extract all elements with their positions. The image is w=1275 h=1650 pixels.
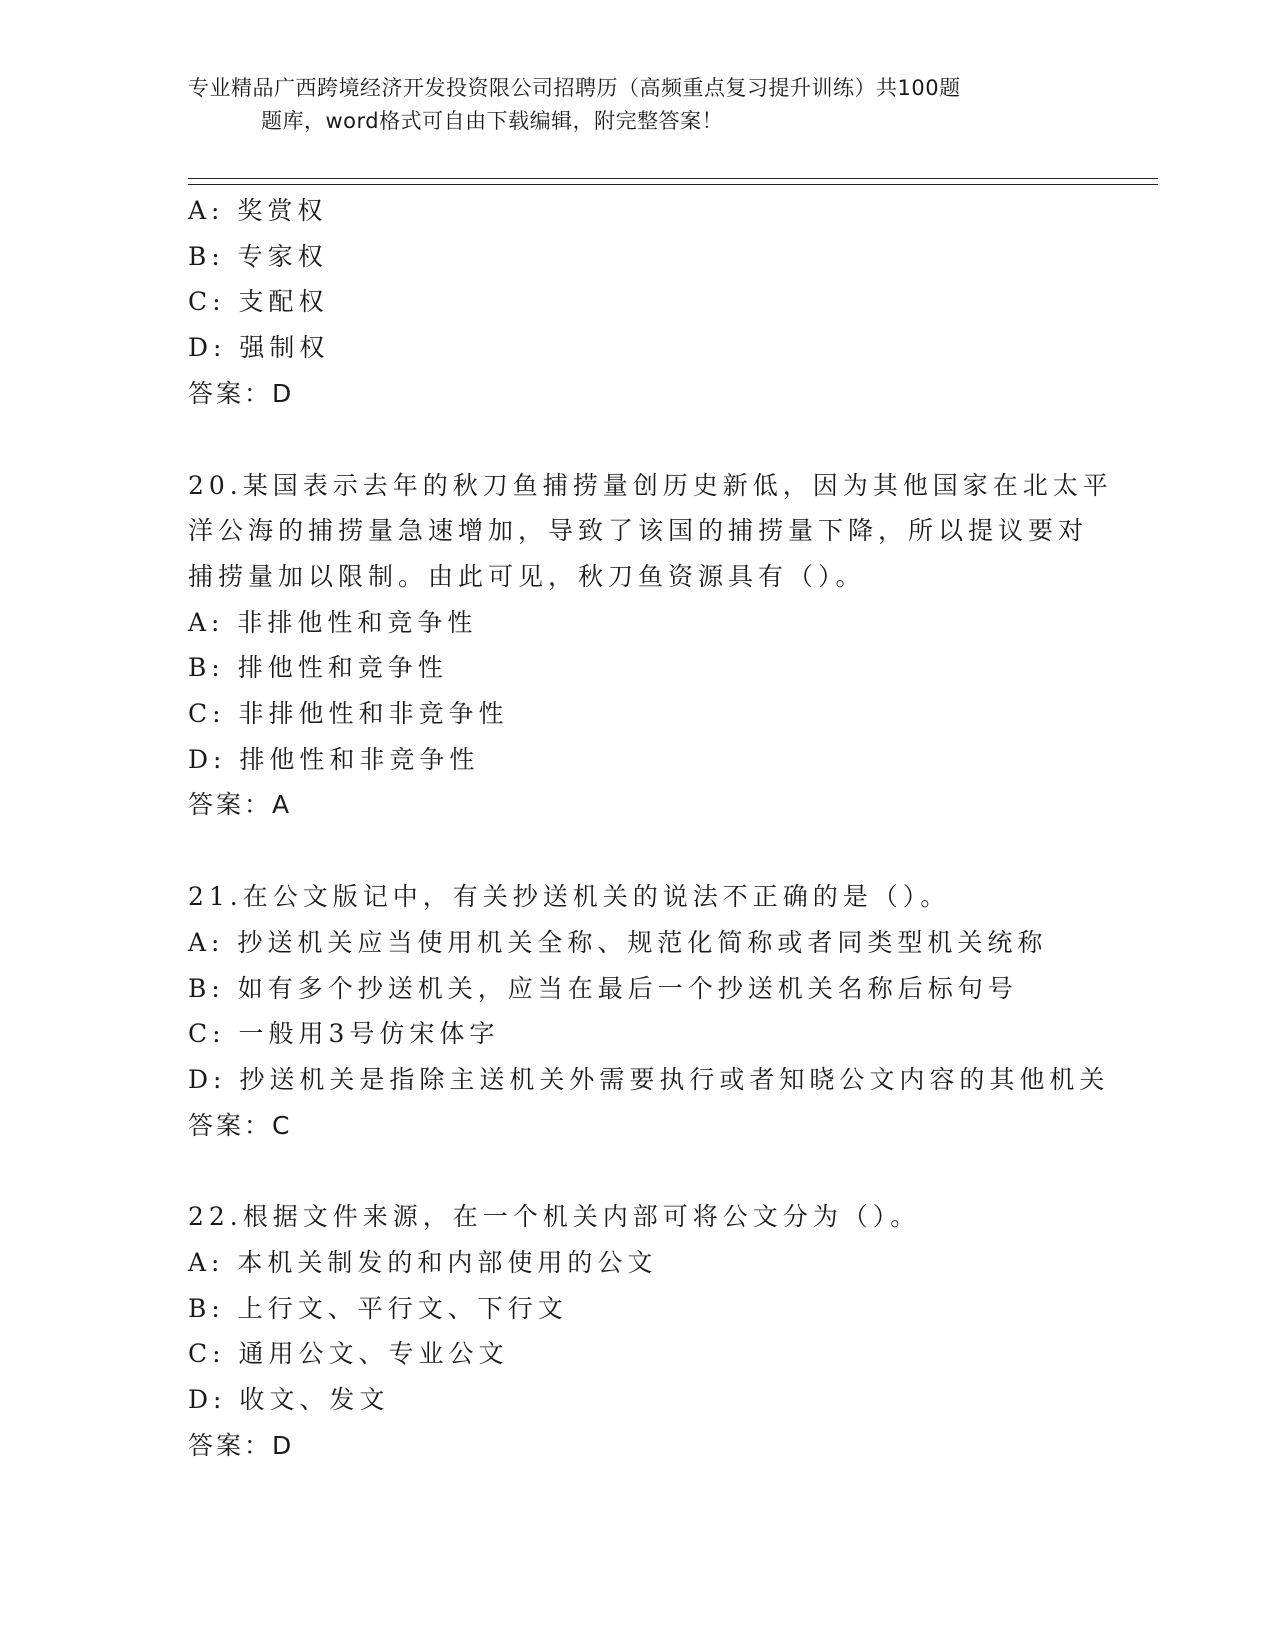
question-22	[188, 1194, 1148, 1468]
question-stem-line: 20.某国表示去年的秋刀鱼捕捞量创历史新低，因为其他国家在北太平	[188, 470, 1113, 500]
option-b: B: 上行文、平行文、下行文	[188, 1293, 568, 1323]
option-a: A: 非排他性和竞争性	[188, 607, 478, 637]
header-line-2: 题库，word格式可自由下载编辑，附完整答案！	[261, 109, 724, 133]
option-a: A: 本机关制发的和内部使用的公文	[188, 1248, 658, 1278]
answer: 答案：A	[188, 790, 293, 820]
question-21	[188, 874, 1148, 1148]
option-d: D: 强制权	[188, 333, 330, 363]
option-a: A: 抄送机关应当使用机关全称、规范化简称或者同类型机关统称	[188, 927, 1048, 957]
option-a: A: 奖赏权	[188, 196, 328, 225]
option-c: C: 一般用3号仿宋体字	[188, 1019, 500, 1049]
option-d: D: 收文、发文	[188, 1385, 390, 1415]
option-b: B: 排他性和竞争性	[188, 653, 448, 683]
question-stem-line: 洋公海的捕捞量急速增加，导致了该国的捕捞量下降，所以提议要对	[188, 516, 1089, 546]
option-b: B: 专家权	[188, 241, 328, 271]
header-line-1: 专业精品广西跨境经济开发投资限公司招聘历（高频重点复习提升训练）共100题	[188, 76, 961, 100]
option-d: D: 抄送机关是指除主送机关外需要执行或者知晓公文内容的其他机关	[188, 1064, 1110, 1094]
option-c: C: 支配权	[188, 287, 329, 317]
answer: 答案：C	[188, 1110, 293, 1140]
header-double-rule	[188, 178, 1158, 185]
question-stem-line: 22.根据文件来源，在一个机关内部可将公文分为（）。	[188, 1202, 921, 1232]
document-body	[188, 188, 1148, 1469]
page-header	[188, 72, 1088, 138]
answer: 答案：D	[188, 1430, 295, 1460]
question-20	[188, 463, 1148, 829]
option-c: C: 非排他性和非竞争性	[188, 699, 509, 729]
answer: 答案：D	[188, 378, 295, 408]
question-stem-line: 21.在公文版记中，有关抄送机关的说法不正确的是（）。	[188, 882, 951, 912]
question-19	[188, 188, 1148, 417]
question-stem-line: 捕捞量加以限制。由此可见，秋刀鱼资源具有（）。	[188, 561, 866, 591]
option-b: B: 如有多个抄送机关，应当在最后一个抄送机关名称后标句号	[188, 973, 1018, 1003]
option-d: D: 排他性和非竞争性	[188, 744, 480, 774]
option-c: C: 通用公文、专业公文	[188, 1339, 509, 1369]
